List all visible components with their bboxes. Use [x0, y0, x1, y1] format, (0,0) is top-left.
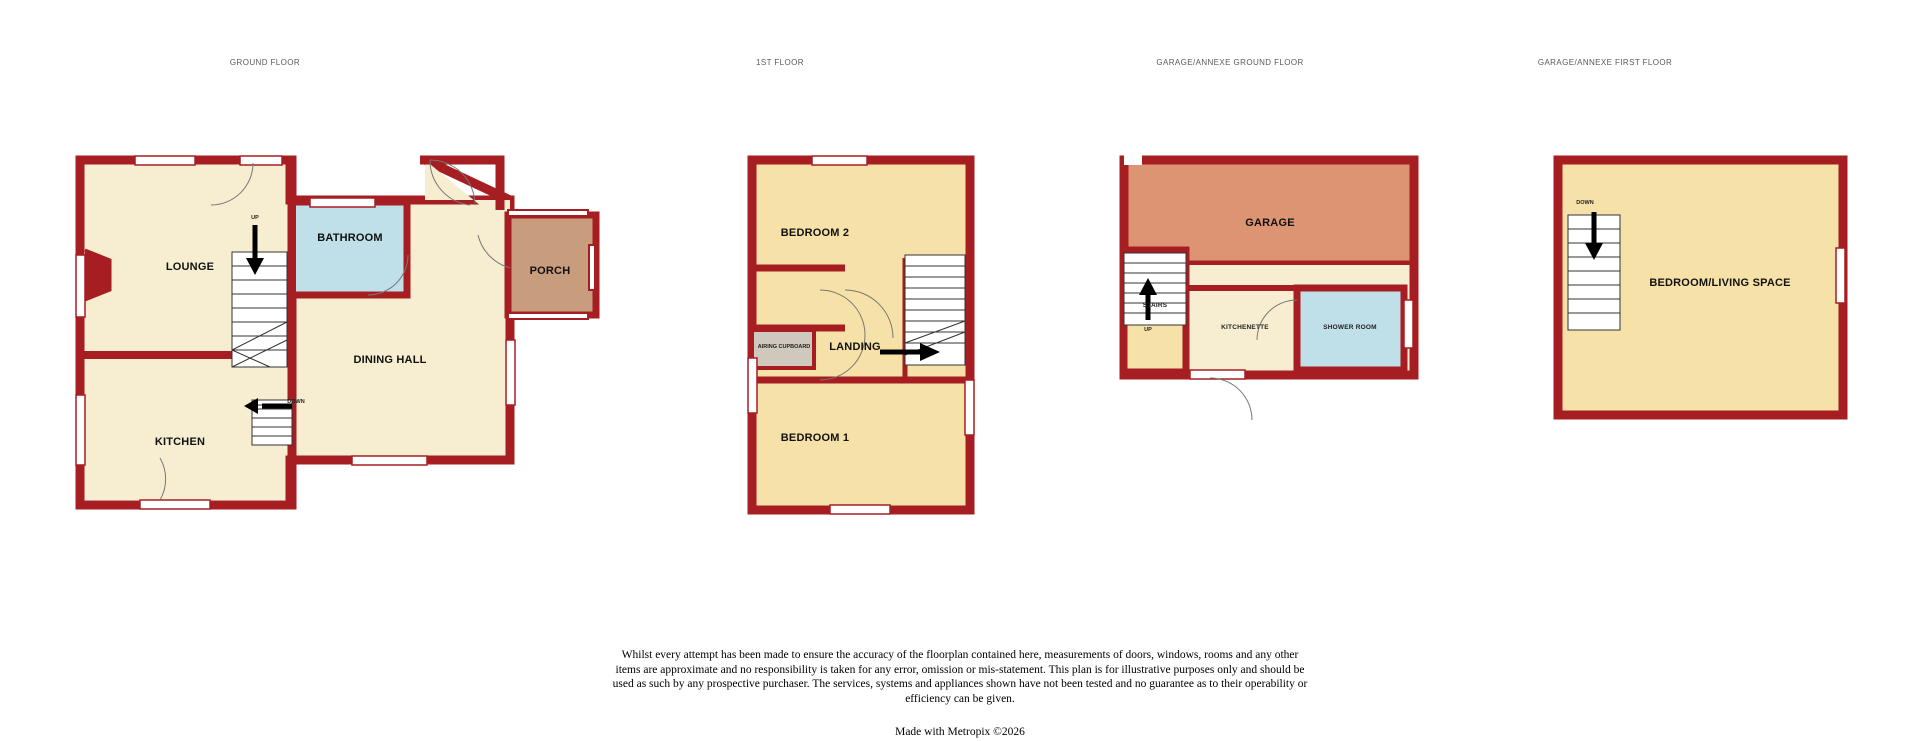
stair-marker-up-ground: UP	[251, 215, 259, 221]
room-label-shower-room: SHOWER ROOM	[1323, 324, 1377, 331]
window-kitchen-bottom	[140, 500, 210, 509]
window-bedroom1-left	[748, 358, 757, 413]
window-kitchen-left	[76, 395, 85, 465]
porch-window-bottom	[508, 313, 588, 319]
porch-window-top	[508, 210, 588, 216]
room-label-lounge: LOUNGE	[165, 261, 215, 273]
annexe-first-stairs	[1568, 212, 1620, 330]
stair-marker-down-annexe-first: DOWN	[1576, 200, 1594, 206]
credit-text: Made with Metropix ©2026	[895, 726, 1025, 738]
stair-marker-down-ground: DOWN	[287, 399, 305, 405]
room-label-stairs: STAIRS	[1142, 302, 1168, 309]
room-label-kitchen: KITCHEN	[154, 436, 206, 448]
window-lounge-top	[135, 156, 195, 165]
room-label-bathroom: BATHROOM	[317, 232, 383, 244]
room-label-kitchenette: KITCHENETTE	[1221, 324, 1269, 331]
room-label-garage: GARAGE	[1245, 217, 1295, 229]
window-dining-right	[506, 340, 515, 405]
room-label-porch: PORCH	[529, 265, 571, 277]
room-label-bedroom1: BEDROOM 1	[780, 432, 850, 444]
ground-floor-plan	[76, 156, 596, 509]
room-label-airing-cupboard: AIRING CUPBOARD	[757, 344, 811, 350]
bathroom-fill	[292, 202, 407, 295]
window-bedroom2-top	[812, 156, 867, 165]
room-label-bedroom-living-space: BEDROOM/LIVING SPACE	[1649, 277, 1791, 289]
room-label-bedroom2: BEDROOM 2	[780, 227, 850, 239]
panel-title-annexe-first: GARAGE/ANNEXE FIRST FLOOR	[1537, 58, 1673, 67]
room-label-dining-hall: DINING HALL	[353, 354, 427, 366]
window-lounge-top-2	[240, 156, 282, 165]
panel-title-first-floor: 1ST FLOOR	[756, 58, 804, 67]
window-bedroom1-right	[965, 380, 974, 435]
annexe-ground-plan	[1124, 155, 1414, 420]
window-bathroom-top	[310, 198, 375, 207]
window-kitchenette-bottom	[1190, 370, 1245, 379]
panel-title-ground-floor: GROUND FLOOR	[229, 58, 301, 67]
first-floor-plan	[748, 156, 974, 514]
room-label-landing: LANDING	[829, 341, 881, 353]
annexe-stairs	[1124, 253, 1186, 325]
window-annexe-first-right	[1836, 248, 1845, 303]
chimney-breast	[85, 250, 110, 300]
disclaimer-text: Whilst every attempt has been made to ensure the accuracy of the floorplan contained here, measurements of doors, windows, rooms and any other items are approximate and no responsibility is taken for any error, omission or mis-statement. This plan is for illustrative purposes only and should be used as such by any prospective purchaser. The services, systems and appliances shown have not been tested and no guarantee as to their operability or efficiency can be given.	[612, 649, 1308, 705]
window-dining-bottom	[352, 456, 427, 465]
door-swing-annexe-entry	[1210, 378, 1252, 420]
garage-door-mark	[1124, 155, 1142, 165]
window-bedroom1-bottom	[830, 505, 890, 514]
stair-marker-up-annexe: UP	[1144, 327, 1152, 333]
panel-title-annexe-ground: GARAGE/ANNEXE GROUND FLOOR	[1156, 58, 1304, 67]
window-lounge-left	[76, 255, 85, 317]
